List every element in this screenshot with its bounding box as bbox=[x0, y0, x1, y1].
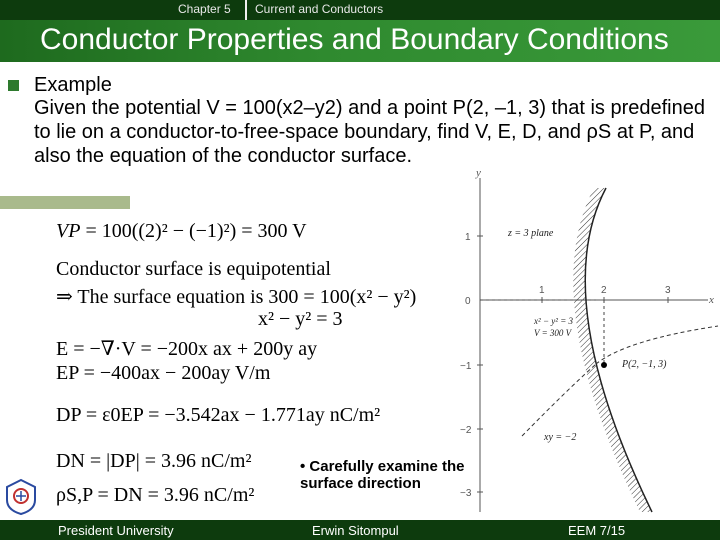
equation-surface-simplified: x² − y² = 3 bbox=[258, 308, 343, 330]
vp-value: = 100((2)² − (−1)²) = 300 V bbox=[85, 220, 307, 242]
plane-label: z = 3 plane bbox=[508, 228, 554, 239]
equation-vp bbox=[56, 220, 307, 243]
conductor-hatch bbox=[573, 188, 652, 512]
surface-label-2: V = 300 V bbox=[534, 328, 572, 338]
equation-e-at-p: EP = −400ax − 200ay V/m bbox=[56, 362, 271, 384]
footer-author: Erwin Sitompul bbox=[312, 523, 399, 538]
field-line-dashed bbox=[522, 364, 596, 436]
y-tick-0: 0 bbox=[465, 296, 471, 307]
callout-note: • Carefully examine the surface direction bbox=[300, 458, 465, 492]
equation-rho-s: ρS,P = DN = 3.96 nC/m² bbox=[56, 484, 255, 506]
y-tick-m3: −3 bbox=[460, 488, 472, 499]
title-band bbox=[0, 20, 720, 62]
example-heading: Example bbox=[34, 74, 112, 96]
footer-university: President University bbox=[58, 523, 174, 538]
vp-symbol: VP bbox=[56, 220, 81, 242]
point-p-marker bbox=[601, 362, 607, 368]
equation-d-normal: DN = |DP| = 3.96 nC/m² bbox=[56, 450, 252, 472]
topic-label: Current and Conductors bbox=[255, 2, 384, 16]
y-tick-1: 1 bbox=[465, 232, 471, 243]
university-logo-icon bbox=[4, 478, 38, 516]
surface-label-1: x² − y² = 3 bbox=[534, 316, 574, 326]
square-bullet-icon bbox=[8, 80, 19, 91]
footer-page: EEM 7/15 bbox=[568, 523, 626, 538]
equation-e-field: E = −∇·V = −200x ax + 200y ay bbox=[56, 338, 318, 360]
chapter-label: Chapter 5 bbox=[178, 2, 231, 16]
y-tick-m1: −1 bbox=[460, 361, 472, 372]
slide-title: Conductor Properties and Boundary Conditions bbox=[40, 23, 669, 56]
point-label: P(2, −1, 3) bbox=[622, 359, 667, 370]
x-axis-label: x bbox=[709, 294, 714, 306]
conductor-surface-diagram bbox=[456, 166, 720, 520]
equation-d-field: DP = ε0EP = −3.542ax − 1.771ay nC/m² bbox=[56, 404, 381, 426]
equation-surface: ⇒ The surface equation is 300 = 100(x² − y²) bbox=[56, 286, 417, 308]
header-divider bbox=[245, 0, 247, 20]
top-bar bbox=[0, 0, 720, 20]
curve-label: xy = −2 bbox=[544, 432, 577, 443]
x-tick-2: 2 bbox=[601, 285, 607, 296]
problem-statement: Given the potential V = 100(x2–y2) and a point P(2, –1, 3) that is predefined to lie on a conductor-to-free-space boundary, find V, E, D, and ρS at P, and also the equation of the conductor surface. bbox=[34, 97, 705, 167]
x-tick-1: 1 bbox=[539, 285, 545, 296]
y-axis-label: y bbox=[476, 167, 481, 179]
footer-bar bbox=[0, 520, 720, 540]
x-tick-3: 3 bbox=[665, 285, 671, 296]
accent-bar bbox=[0, 196, 130, 209]
y-tick-m2: −2 bbox=[460, 425, 472, 436]
equation-equipotential: Conductor surface is equipotential bbox=[56, 258, 331, 280]
